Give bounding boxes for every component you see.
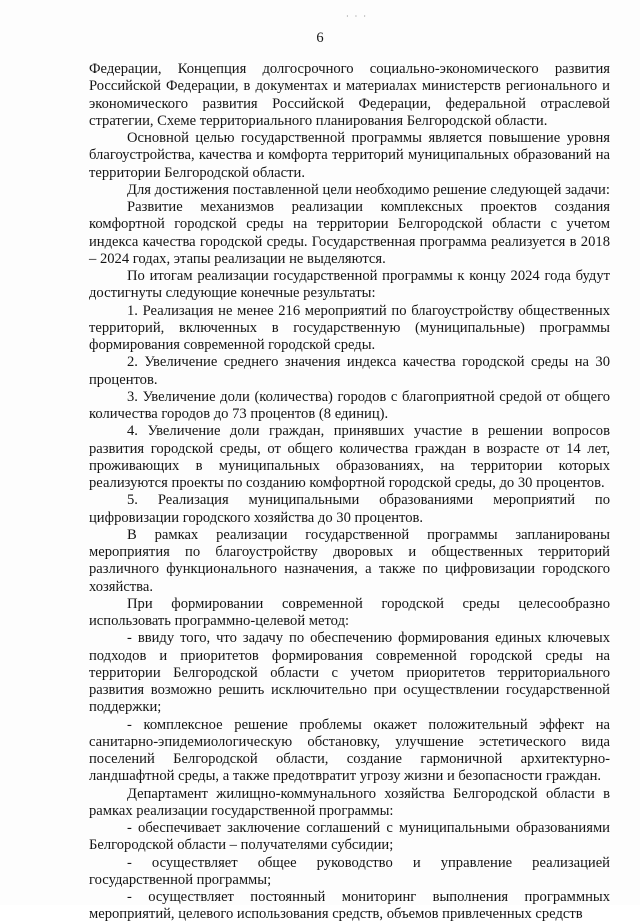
bullet-item: - осуществляет постоянный мониторинг выполнения программных мероприятий, целевого использования средств, объемов привлеченных средств	[89, 889, 610, 923]
bullet-item: - ввиду того, что задачу по обеспечению формирования единых ключевых подходов и приоритетов формирования современной городской среды на территории Белгородской области с учетом приоритетов территориального развития возможно решить исключительно при осуществлении государственной поддержки;	[89, 630, 610, 716]
scan-artifact: · · ·	[346, 12, 368, 21]
paragraph: В рамках реализации государственной программы запланированы мероприятия по благоустройству дворовых и общественных территорий различного функционального назначения, а также по цифровизации городского хозяйства.	[89, 526, 610, 595]
paragraph: При формировании современной городской среды целесообразно использовать программно-целевой метод:	[89, 595, 610, 629]
bullet-item: - комплексное решение проблемы окажет положительный эффект на санитарно-эпидемиологическую обстановку, улучшение эстетического вида поселений Белгородской области, создание гармоничной архитектурно-ландшафтной среды, а также предотвратит угрозу жизни и безопасности граждан.	[89, 716, 610, 785]
paragraph: Департамент жилищно-коммунального хозяйства Белгородской области в рамках реализации государственной программы:	[89, 785, 610, 819]
bullet-item: - обеспечивает заключение соглашений с муниципальными образованиями Белгородской области – получателями субсидии;	[89, 820, 610, 854]
result-item: 1. Реализация не менее 216 мероприятий по благоустройству общественных территорий, включенных в государственную (муниципальные) программы формирования современной городской среды.	[89, 302, 610, 353]
result-item: 2. Увеличение среднего значения индекса качества городской среды на 30 процентов.	[89, 354, 610, 388]
paragraph: Основной целью государственной программы является повышение уровня благоустройства, качества и комфорта территорий муниципальных образований на территории Белгородской области.	[89, 130, 610, 181]
paragraph: Для достижения поставленной цели необходимо решение следующей задачи:	[127, 181, 610, 198]
paragraph: Федерации, Концепция долгосрочного социально-экономического развития Российской Федерации, в документах и материалах министерств регионального и экономического развития Российской Федерации, федеральной отраслевой стратегии, Схеме территориального планирования Белгородской области.	[89, 61, 610, 129]
bullet-item: - осуществляет общее руководство и управление реализацией государственной программы;	[89, 854, 610, 888]
paragraph: По итогам реализации государственной программы к концу 2024 года будут достигнуты следующие конечные результаты:	[89, 268, 610, 302]
result-item: 4. Увеличение доли граждан, принявших участие в решении вопросов развития городской среды, от общего количества граждан в возрасте от 14 лет, проживающих в муниципальных образованиях, на территории которых реализуются проекты по созданию комфортной городской среды, до 30 процентов.	[89, 423, 610, 491]
result-item: 5. Реализация муниципальными образованиями мероприятий по цифровизации городского хозяйства до 30 процентов.	[89, 492, 610, 526]
body-text	[89, 61, 610, 924]
page-number: 6	[316, 30, 324, 46]
result-item: 3. Увеличение доли (количества) городов с благоприятной средой от общего количества городов до 73 процентов (8 единиц).	[89, 388, 610, 422]
paragraph: Развитие механизмов реализации комплексных проектов создания комфортной городской среды на территории Белгородской области с учетом индекса качества городской среды. Государственная программа реализуется в 2018 – 2024 годах, этапы реализации не выделяются.	[89, 199, 610, 267]
